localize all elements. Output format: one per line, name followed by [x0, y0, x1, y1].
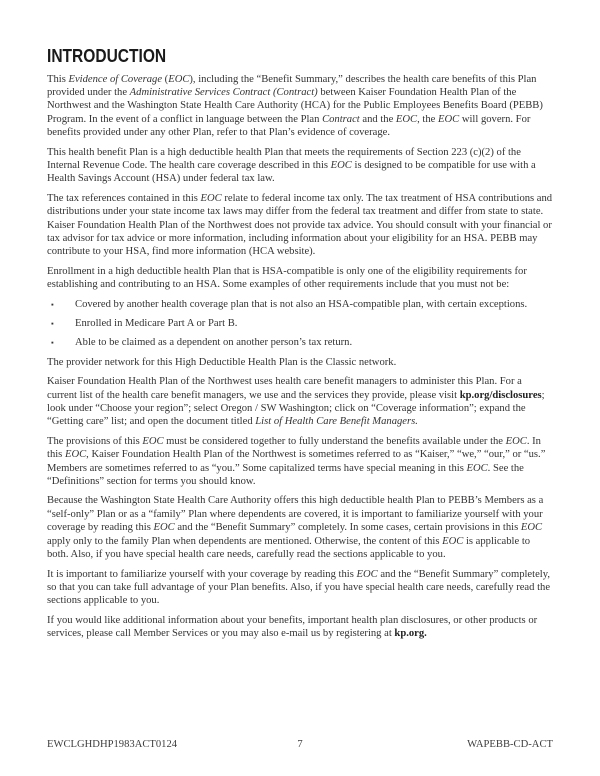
- footer-document-code: EWCLGHDHP1983ACT0124: [47, 739, 178, 750]
- paragraph: The provisions of this EOC must be considered together to fully understand the benefits available under the EOC. In this EOC, Kaiser Foundation Health Plan of the Northwest is sometimes referred to as “Kaiser,” “we,” “our,” or “us.” Members are sometimes referred to as “you.” Some capitalized terms have special meaning in this EOC. See the “Definitions” section for terms you should know.: [47, 435, 546, 488]
- page-title: INTRODUCTION: [47, 45, 167, 66]
- paragraph: It is important to familiarize yourself with your coverage by reading this EOC and the “Benefit Summary” completely, so that you can take full advantage of your Plan benefits. Also, if you have special health care needs, carefully read the sections applicable to you.: [47, 568, 551, 607]
- bullet-square-icon: ▪: [51, 319, 54, 328]
- paragraph: If you would like additional information about your benefits, important health plan disclosures, or other products or services, please call Member Services or you may also e-mail us by registering at kp.org.: [47, 614, 538, 640]
- paragraph: Because the Washington State Health Care Authority offers this high deductible health Plan to PEBB’s Members as a “self-only” Plan or as a “family” Plan where dependents are covered, it is important to familiarize yourself with your coverage by reading this EOC and the “Benefit Summary” completely. In some cases, certain provisions in this EOC apply only to the family Plan when dependents are mentioned. Otherwise, the content of this EOC is applicable to both. Also, if you have special health care needs, carefully read the sections applicable to you.: [47, 495, 544, 561]
- footer-form-code: WAPEBB-CD-ACT: [467, 739, 553, 750]
- paragraph: Kaiser Foundation Health Plan of the Northwest uses health care benefit managers to administer this Plan. For a current list of the health care benefit managers, we use and the services they provide, please visit kp.org/disclosures; look under “Choose your region”; select Oregon / SW Washington; click on “Coverage information”; expand the “Getting care” list; and open the document titled List of Health Care Benefit Managers.: [47, 376, 545, 428]
- document-content: [47, 47, 553, 647]
- bullet-text: Able to be claimed as a dependent on another person’s tax return.: [75, 337, 353, 349]
- bullet-text: Enrolled in Medicare Part A or Part B.: [75, 318, 238, 329]
- bullet-item: [47, 317, 553, 330]
- paragraph: Enrollment in a high deductible health Plan that is HSA-compatible is only one of the eligibility requirements for establishing and contributing to an HSA. Some examples of other requirements include that you must not be:: [47, 265, 527, 291]
- paragraph: This health benefit Plan is a high deductible health Plan that meets the requirements of Section 223 (c)(2) of the Internal Revenue Code. The health care coverage described in this EOC is designed to be compatible for use with a Health Savings Account (HSA) under federal tax law.: [47, 146, 536, 185]
- document-body: [47, 73, 553, 641]
- bullet-text: Covered by another health coverage plan that is not also an HSA-compatible plan, with certain exceptions.: [75, 298, 528, 310]
- paragraph: The provider network for this High Deductible Health Plan is the Classic network.: [47, 356, 397, 368]
- bullet-square-icon: ▪: [51, 299, 54, 309]
- page-footer: [47, 739, 553, 753]
- paragraph: The tax references contained in this EOC relate to federal income tax only. The tax treatment of HSA contributions and distributions under your state income tax laws may differ from the federal tax treatment and differ from state to state. Kaiser Foundation Health Plan of the Northwest does not provide tax advice. You should consult with your financial or tax advisor for tax advice or more information, including information about your eligibility for an HSA. PEBB may contribute to your HSA, find more information (HCA website).: [47, 192, 553, 258]
- footer-page-number: 7: [297, 739, 303, 750]
- bullet-item: [47, 298, 553, 311]
- bullet-square-icon: ▪: [51, 338, 54, 348]
- paragraph: This Evidence of Coverage (EOC), including the “Benefit Summary,” describes the health care benefits of this Plan provided under the Administrative Services Contract (Contract) between Kaiser Foundation Health Plan of the Northwest and the Washington State Health Care Authority (HCA) for the Public Employees Benefits Board (PEBB) Program. In the event of a conflict in language between the Plan Contract and the EOC, the EOC will govern. For benefits provided under any other Plan, refer to that Plan’s evidence of coverage.: [47, 73, 543, 139]
- bullet-item: [47, 336, 553, 349]
